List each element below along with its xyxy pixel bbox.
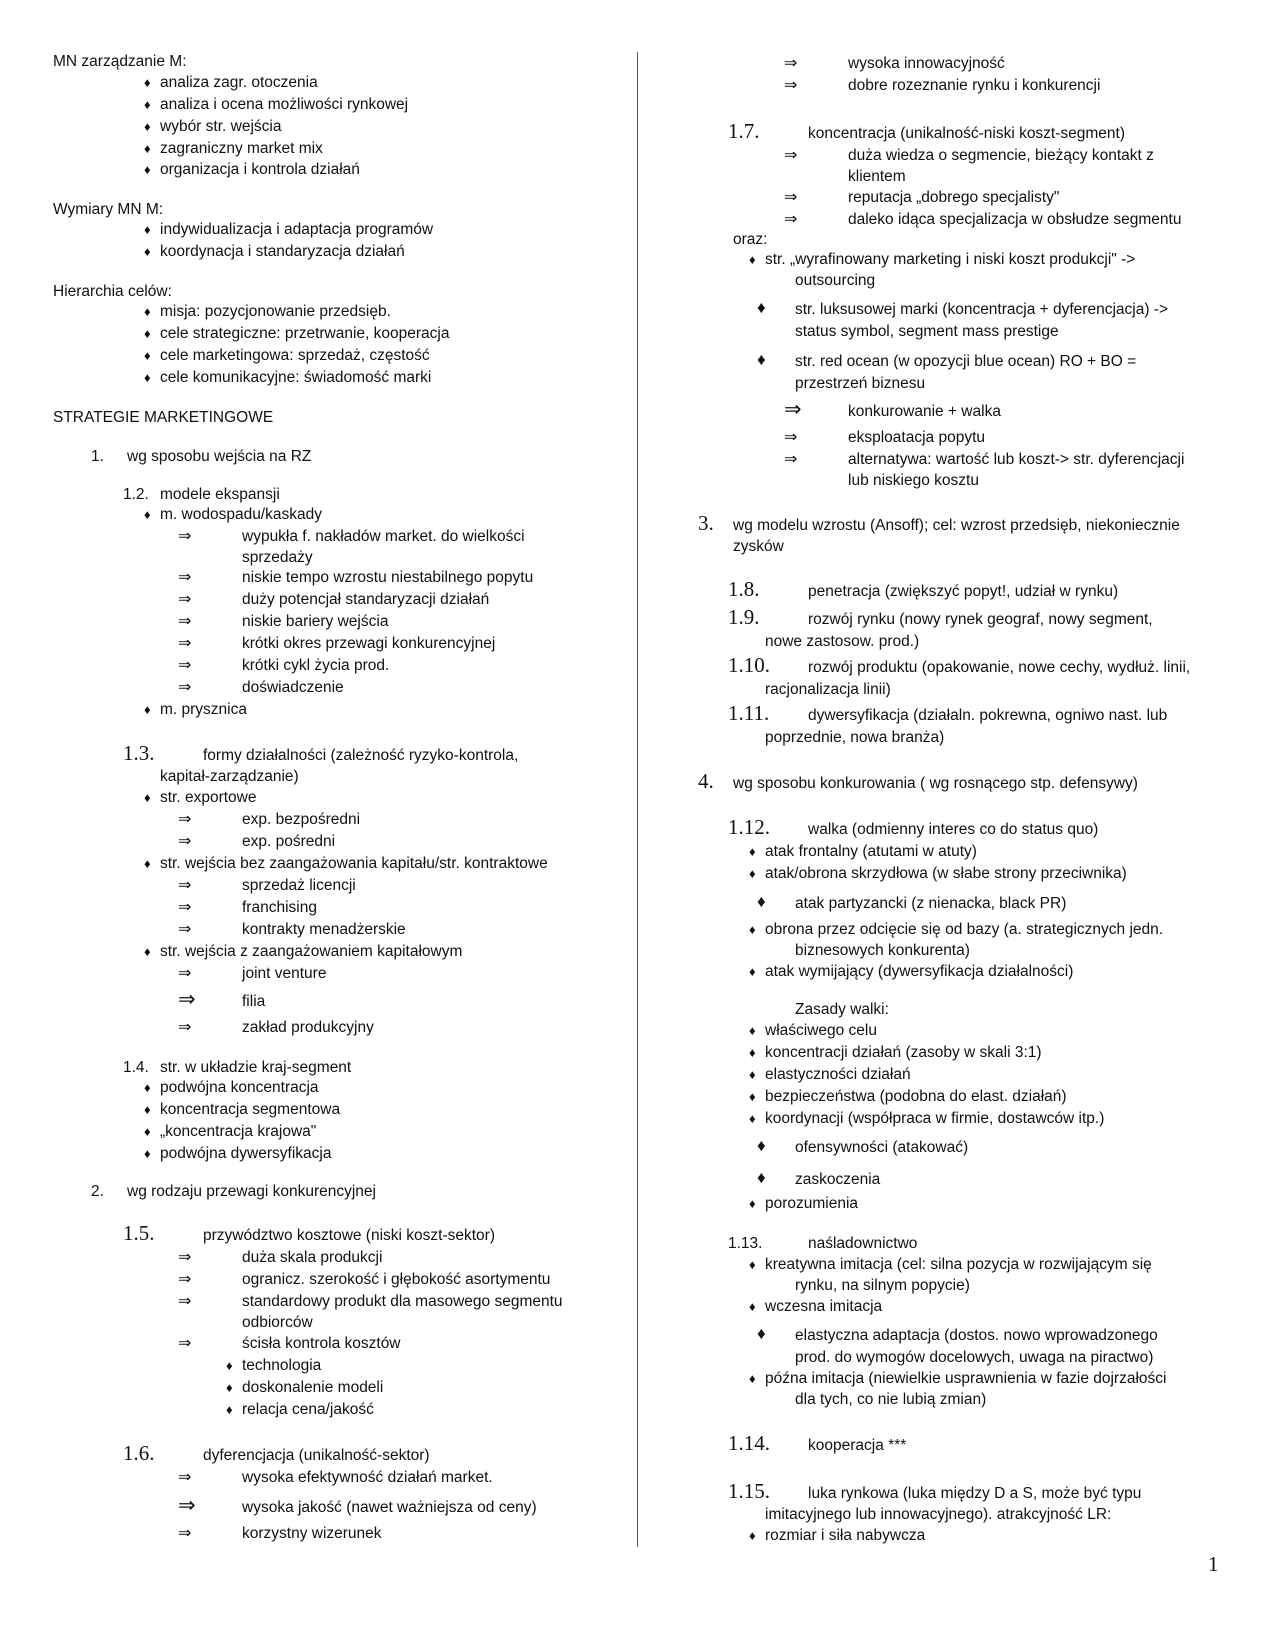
- list-item: ♦ właściwego celu: [765, 1021, 877, 1041]
- section-number: 1.6.: [123, 1441, 155, 1465]
- list-item: ♦ m. prysznica: [160, 700, 247, 720]
- list-item: ♦ cele komunikacyjne: świadomość marki: [160, 368, 431, 388]
- list-item: ♦ elastyczna adaptacja (dostos. nowo wprowadzonego: [795, 1326, 1158, 1346]
- list-item: ⇒ alternatywa: wartość lub koszt-> str. dyferencjacji: [848, 450, 1184, 470]
- list-item: odbiorców: [242, 1314, 313, 1331]
- list-item: ♦ atak/obrona skrzydłowa (w słabe strony przeciwnika): [765, 864, 1127, 884]
- section-title: kapitał-zarządzanie): [160, 768, 299, 785]
- list-item: ⇒ wysoka jakość (nawet ważniejsza od ceny): [242, 1498, 537, 1518]
- list-item: ⇒ eksploatacja popytu: [848, 428, 985, 448]
- list-item: ♦ „koncentracja krajowa": [160, 1122, 316, 1142]
- list-item: ♦ str. red ocean (w opozycji blue ocean) RO + BO =: [795, 352, 1136, 372]
- section-title: rozwój produktu (opakowanie, nowe cechy, wydłuż. linii,: [808, 659, 1191, 676]
- section-number: 4.: [698, 769, 714, 793]
- list-item: ♦ późna imitacja (niewielkie usprawnienia w fazie dojrzałości: [765, 1369, 1166, 1389]
- list-item: ⇒ korzystny wizerunek: [242, 1524, 382, 1544]
- list-item: ♦ technologia: [242, 1356, 321, 1376]
- list-item: ⇒ duża wiedza o segmencie, bieżący kontakt z: [848, 146, 1154, 166]
- list-item: ♦ str. wejścia bez zaangażowania kapitału/str. kontraktowe: [160, 854, 548, 874]
- list-item: ♦ wczesna imitacja: [765, 1297, 882, 1317]
- list-item: ⇒ konkurowanie + walka: [848, 402, 1001, 422]
- section-title: racjonalizacja linii): [765, 681, 891, 698]
- list-item: ♦ cele marketingowa: sprzedaż, częstość: [160, 346, 430, 366]
- section-number: 1.14.: [728, 1431, 770, 1455]
- list-item: outsourcing: [795, 272, 876, 289]
- list-item: ⇒ reputacja „dobrego specjalisty": [848, 188, 1059, 208]
- section-title: przywództwo kosztowe (niski koszt-sektor): [203, 1227, 495, 1244]
- section-title: dywersyfikacja (działaln. pokrewna, ogniwo nast. lub: [808, 707, 1168, 724]
- list-item: ♦ indywidualizacja i adaptacja programów: [160, 220, 433, 240]
- list-item: ♦ zaskoczenia: [795, 1170, 880, 1190]
- section-number: 1.2.: [123, 486, 149, 503]
- list-item: dla tych, co nie lubią zmian): [795, 1391, 987, 1408]
- list-item: ⇒ kontrakty menadżerskie: [242, 920, 406, 940]
- section-number: 1.7.: [728, 119, 760, 143]
- section-number: 1.15.: [728, 1479, 770, 1503]
- list-item: ♦ kreatywna imitacja (cel: silna pozycja w rozwijającym się: [765, 1255, 1152, 1275]
- list-item: ⇒ joint venture: [242, 964, 326, 984]
- section-title: modele ekspansji: [160, 486, 280, 503]
- section-number: 1.13.: [728, 1235, 763, 1252]
- list-item: ⇒ duży potencjał standaryzacji działań: [242, 590, 489, 610]
- column-divider: [637, 52, 638, 1547]
- list-item: ⇒ wysoka efektywność działań market.: [242, 1468, 493, 1488]
- list-item: ⇒ exp. bezpośredni: [242, 810, 360, 830]
- list-item: ♦ str. wejścia z zaangażowaniem kapitałowym: [160, 942, 462, 962]
- list-item: ⇒ sprzedaż licencji: [242, 876, 356, 896]
- section-number: 1.8.: [728, 577, 760, 601]
- section-title: penetracja (zwiększyć popyt!, udział w rynku): [808, 583, 1119, 600]
- list-item: ⇒ duża skala produkcji: [242, 1248, 382, 1268]
- section-title: dyferencjacja (unikalność-sektor): [203, 1447, 430, 1464]
- list-item: ♦ m. wodospadu/kaskady: [160, 505, 322, 525]
- heading-hierarchia: Hierarchia celów:: [53, 283, 172, 300]
- section-title: nowe zastosow. prod.): [765, 633, 920, 650]
- section-number: 1.: [91, 448, 104, 465]
- section-title: poprzednie, nowa branża): [765, 729, 945, 746]
- list-item: ♦ organizacja i kontrola działań: [160, 160, 360, 180]
- section-title: formy działalności (zależność ryzyko-kontrola,: [203, 747, 519, 764]
- heading-mn: MN zarządzanie M:: [53, 53, 187, 70]
- list-item: ♦ doskonalenie modeli: [242, 1378, 383, 1398]
- list-item: biznesowych konkurenta): [795, 942, 970, 959]
- list-item: ⇒ doświadczenie: [242, 678, 344, 698]
- list-item: ♦ atak frontalny (atutami w atuty): [765, 842, 977, 862]
- list-item: klientem: [848, 168, 906, 185]
- section-number: 1.3.: [123, 741, 155, 765]
- list-item: status symbol, segment mass prestige: [795, 323, 1059, 340]
- list-item: ⇒ exp. pośredni: [242, 832, 335, 852]
- section-number: 1.5.: [123, 1221, 155, 1245]
- list-item: ♦ str. exportowe: [160, 788, 257, 808]
- section-title: str. w układzie kraj-segment: [160, 1059, 352, 1076]
- list-item: ⇒ krótki cykl życia prod.: [242, 656, 389, 676]
- list-item: ♦ str. luksusowej marki (koncentracja + dyferencjacja) ->: [795, 300, 1168, 320]
- list-item: ♦ str. „wyrafinowany marketing i niski koszt produkcji" ->: [765, 250, 1135, 270]
- list-item: ♦ wybór str. wejścia: [160, 117, 281, 137]
- list-item: ⇒ ogranicz. szerokość i głębokość asortymentu: [242, 1270, 550, 1290]
- section-title: wg sposobu konkurowania ( wg rosnącego stp. defensywy): [733, 775, 1138, 792]
- section-title: naśladownictwo: [808, 1235, 918, 1252]
- list-item: ♦ podwójna koncentracja: [160, 1078, 319, 1098]
- section-number: 1.12.: [728, 815, 770, 839]
- list-item: prod. do wymogów docelowych, uwaga na piractwo): [795, 1349, 1154, 1366]
- list-item: ♦ bezpieczeństwa (podobna do elast. działań): [765, 1087, 1067, 1107]
- list-item: ♦ koordynacja i standaryzacja działań: [160, 242, 405, 262]
- list-item: ⇒ zakład produkcyjny: [242, 1018, 374, 1038]
- list-item: ♦ analiza i ocena możliwości rynkowej: [160, 95, 408, 115]
- page-number: 1: [1208, 1552, 1219, 1576]
- list-item: ♦ elastyczności działań: [765, 1065, 911, 1085]
- list-item: ⇒ wysoka innowacyjność: [848, 54, 1005, 74]
- list-item: ♦ koncentracja segmentowa: [160, 1100, 340, 1120]
- list-item: ⇒ wypukła f. nakładów market. do wielkości: [242, 527, 525, 547]
- list-item: ⇒ ścisła kontrola kosztów: [242, 1334, 401, 1354]
- list-item: ♦ cele strategiczne: przetrwanie, kooperacja: [160, 324, 449, 344]
- section-title: kooperacja ***: [808, 1437, 907, 1454]
- list-item: lub niskiego kosztu: [848, 472, 979, 489]
- list-item: sprzedaży: [242, 549, 313, 566]
- section-title: wg modelu wzrostu (Ansoff); cel: wzrost przedsięb, niekoniecznie: [733, 517, 1180, 534]
- list-item: ⇒ filia: [242, 992, 265, 1012]
- section-number: 1.4.: [123, 1059, 149, 1076]
- label-oraz: oraz:: [733, 231, 768, 248]
- list-item: ⇒ daleko idąca specjalizacja w obsłudze segmentu: [848, 210, 1181, 230]
- section-title: wg rodzaju przewagi konkurencyjnej: [127, 1183, 376, 1200]
- list-item: rynku, na silnym popycie): [795, 1277, 970, 1294]
- list-item: ⇒ niskie tempo wzrostu niestabilnego popytu: [242, 568, 533, 588]
- list-item: ♦ atak partyzancki (z nienacka, black PR): [795, 894, 1066, 914]
- list-item: ♦ koncentracji działań (zasoby w skali 3:1): [765, 1043, 1042, 1063]
- list-item: ⇒ niskie bariery wejścia: [242, 612, 388, 632]
- section-title: zysków: [733, 538, 784, 555]
- section-number: 2.: [91, 1183, 104, 1200]
- list-item: ♦ misja: pozycjonowanie przedsięb.: [160, 302, 391, 322]
- list-item: ♦ relacja cena/jakość: [242, 1400, 374, 1420]
- list-item: ⇒ krótki okres przewagi konkurencyjnej: [242, 634, 495, 654]
- list-item: ♦ obrona przez odcięcie się od bazy (a. strategicznych jedn.: [765, 920, 1163, 940]
- label-zasady: Zasady walki:: [795, 1001, 889, 1018]
- list-item: ⇒ dobre rozeznanie rynku i konkurencji: [848, 76, 1100, 96]
- section-number: 1.10.: [728, 653, 770, 677]
- section-title: luka rynkowa (luka między D a S, może być typu: [808, 1485, 1142, 1502]
- section-title: walka (odmienny interes co do status quo): [808, 821, 1099, 838]
- section-title: imitacyjnego lub innowacyjnego). atrakcyjność LR:: [765, 1506, 1112, 1523]
- section-title: koncentracja (unikalność-niski koszt-segment): [808, 125, 1126, 142]
- list-item: ⇒ standardowy produkt dla masowego segmentu: [242, 1292, 563, 1312]
- list-item: przestrzeń biznesu: [795, 375, 926, 392]
- section-number: 1.9.: [728, 605, 760, 629]
- list-item: ⇒ franchising: [242, 898, 317, 918]
- list-item: ♦ koordynacji (współpraca w firmie, dostawców itp.): [765, 1109, 1104, 1129]
- list-item: ♦ zagraniczny market mix: [160, 139, 323, 159]
- list-item: ♦ analiza zagr. otoczenia: [160, 73, 318, 93]
- list-item: ♦ porozumienia: [765, 1194, 858, 1214]
- section-title: rozwój rynku (nowy rynek geograf, nowy segment,: [808, 611, 1153, 628]
- list-item: ♦ rozmiar i siła nabywcza: [765, 1526, 925, 1546]
- section-number: 1.11.: [728, 701, 770, 725]
- section-number: 3.: [698, 511, 714, 535]
- heading-wymiary: Wymiary MN M:: [53, 201, 164, 218]
- list-item: ♦ podwójna dywersyfikacja: [160, 1144, 331, 1164]
- list-item: ♦ atak wymijający (dywersyfikacja działalności): [765, 962, 1073, 982]
- section-title: wg sposobu wejścia na RZ: [127, 448, 312, 465]
- list-item: ♦ ofensywności (atakować): [795, 1138, 968, 1158]
- heading-strategie: STRATEGIE MARKETINGOWE: [53, 409, 274, 426]
